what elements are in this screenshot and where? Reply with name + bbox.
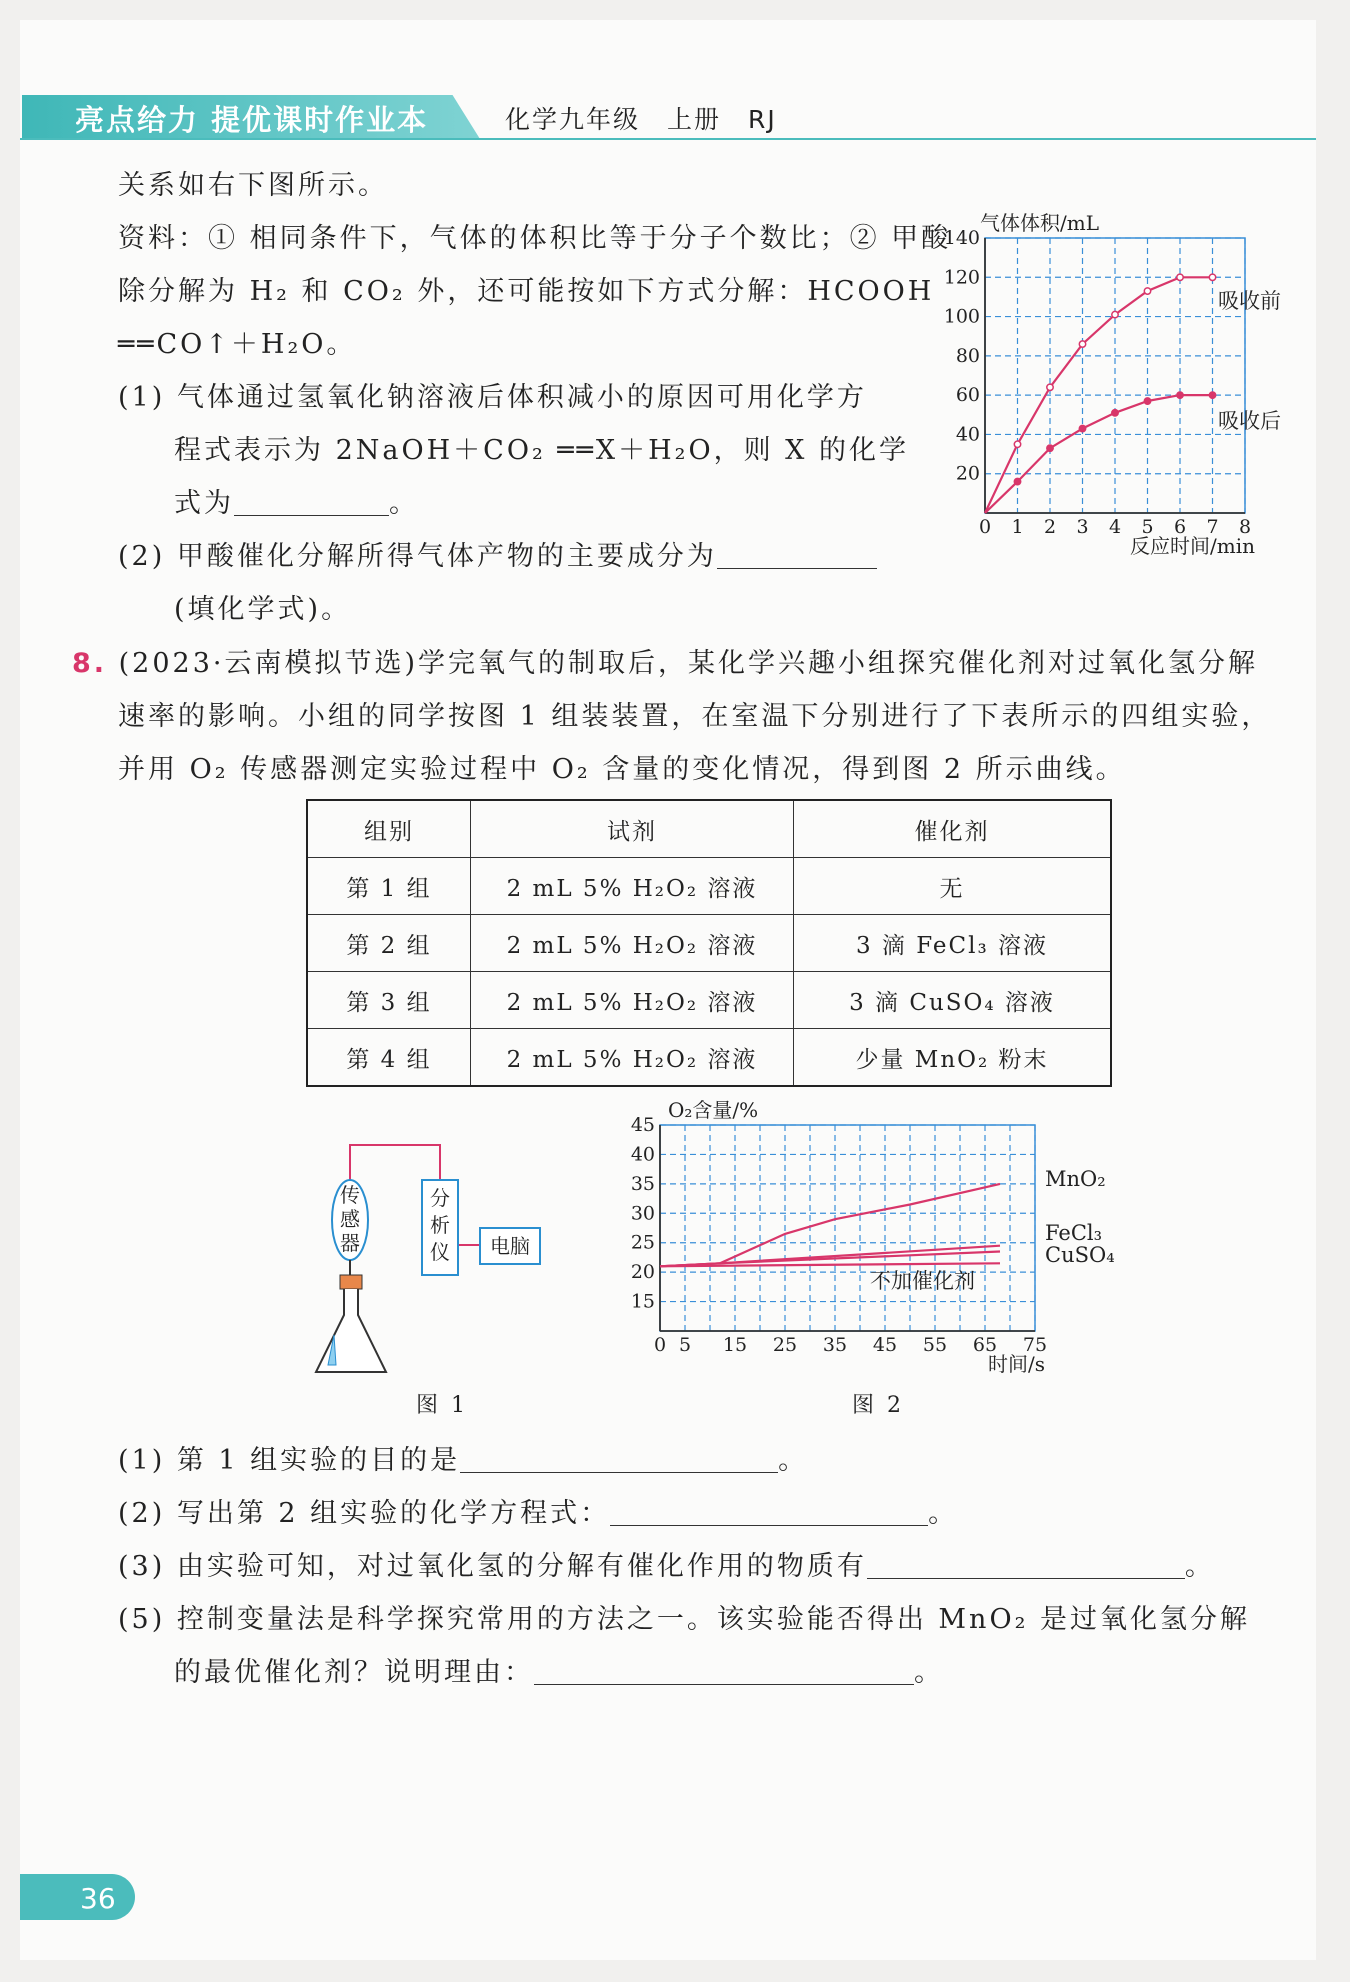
- table-header-row: [307, 800, 1111, 858]
- analyzer-label: 分析仪: [430, 1186, 450, 1264]
- x-axis-label: 反应时间/min: [1130, 534, 1255, 558]
- table-row: [307, 915, 1111, 972]
- table-cell: 第 3 组: [307, 972, 471, 1029]
- q8-line-1: [72, 650, 1258, 677]
- x-tick-label: 3: [1076, 516, 1089, 538]
- table-cell: 无: [794, 858, 1112, 915]
- y-tick-label: 100: [943, 305, 980, 328]
- table-cell: 2 mL 5% H₂O₂ 溶液: [471, 915, 794, 972]
- data-point: [1014, 478, 1020, 484]
- answer-blank[interactable]: [460, 1448, 778, 1473]
- y-tick-label: 20: [630, 1261, 655, 1284]
- plot-frame: [660, 1125, 1035, 1331]
- y-tick-label: 25: [630, 1231, 655, 1254]
- answer-blank[interactable]: [867, 1554, 1185, 1579]
- data-point: [1209, 392, 1215, 398]
- y-tick-label: 40: [955, 423, 980, 446]
- table-row: [307, 1029, 1111, 1087]
- x-tick-label: 55: [922, 1334, 948, 1356]
- table-cell: 少量 MnO₂ 粉末: [794, 1029, 1112, 1087]
- q8-sub5-line2: 的最优催化剂？说明理由： 。: [174, 1657, 944, 1688]
- data-point: [1047, 445, 1053, 451]
- table-cell: 第 4 组: [307, 1029, 471, 1087]
- data-point: [1014, 441, 1020, 447]
- x-tick-label: 65: [972, 1334, 998, 1356]
- y-tick-label: 30: [630, 1202, 655, 1225]
- data-point: [1112, 311, 1118, 317]
- y-tick-label: 45: [630, 1114, 655, 1136]
- q7-sub1-line1: (1) 气体通过氢氧化钠溶液后体积减小的原因可用化学方: [118, 382, 867, 413]
- y-tick-label: 15: [630, 1290, 655, 1313]
- x-tick-label: 2: [1043, 516, 1057, 538]
- computer-label: 电脑: [490, 1234, 530, 1258]
- y-tick-label: 40: [630, 1143, 655, 1166]
- q8-line-1-text: (2023·云南模拟节选)学完氧气的制取后，某化学兴趣小组探究催化剂对过氧化氢分解: [118, 648, 1259, 679]
- oxygen-content-chart: [620, 1090, 1115, 1380]
- x-tick-label: 6: [1173, 516, 1187, 538]
- y-tick-label: 60: [955, 384, 980, 407]
- book-title: 亮点给力 提优课时作业本: [75, 103, 429, 137]
- q8-sub1: (1) 第 1 组实验的目的是 。: [118, 1445, 809, 1476]
- series-label: CuSO₄: [1045, 1243, 1115, 1267]
- y-axis-label: 气体体积/mL: [980, 211, 1099, 235]
- answer-blank[interactable]: [234, 491, 389, 516]
- x-tick-label: 1: [1011, 516, 1024, 538]
- x-tick-label: 0: [978, 516, 992, 538]
- data-point: [1177, 392, 1183, 398]
- q8-sub2: (2) 写出第 2 组实验的化学方程式： 。: [118, 1498, 959, 1529]
- data-point: [1144, 288, 1150, 294]
- q7-sub2-line1: (2) 甲酸催化分解所得气体产物的主要成分为: [118, 543, 877, 570]
- data-point: [1112, 410, 1118, 416]
- series-label: MnO₂: [1045, 1167, 1106, 1191]
- y-tick-label: 20: [955, 462, 980, 485]
- y-tick-label: 80: [955, 344, 980, 367]
- table-cell: 2 mL 5% H₂O₂ 溶液: [471, 972, 794, 1029]
- table-cell: 2 mL 5% H₂O₂ 溶液: [471, 858, 794, 915]
- x-tick-label: 35: [822, 1334, 848, 1356]
- q7-line-3: 除分解为 H₂ 和 CO₂ 外，还可能按如下方式分解：HCOOH: [118, 276, 935, 307]
- x-tick-label: 5: [678, 1334, 692, 1356]
- experiment-table: [306, 799, 1112, 1087]
- book-subtitle: 化学九年级 上册 RJ: [505, 105, 777, 134]
- header-rule: [20, 138, 1316, 140]
- data-point: [1079, 425, 1085, 431]
- q7-sub2-line2: (填化学式)。: [174, 594, 352, 625]
- x-tick-label: 5: [1141, 516, 1154, 538]
- q7-sub1-line3: 式为 。: [174, 488, 419, 519]
- answer-blank[interactable]: [610, 1501, 928, 1526]
- sensor-label: 传感器: [340, 1183, 360, 1255]
- table-cell: 第 2 组: [307, 915, 471, 972]
- table-cell: 2 mL 5% H₂O₂ 溶液: [471, 1029, 794, 1087]
- q8-sub5-line1: (5) 控制变量法是科学探究常用的方法之一。该实验能否得出 MnO₂ 是过氧化氢分解: [118, 1604, 1250, 1635]
- figure-2-caption: 图 2: [852, 1393, 904, 1418]
- data-point: [1047, 384, 1053, 390]
- answer-blank[interactable]: [717, 544, 877, 569]
- table-header: 试剂: [471, 800, 794, 858]
- volume-time-chart: [940, 200, 1300, 580]
- page-number-tab: [20, 1874, 135, 1920]
- table-row: [307, 972, 1111, 1029]
- apparatus-diagram: [300, 1120, 580, 1380]
- y-tick-label: 35: [630, 1172, 655, 1195]
- y-tick-label: 140: [943, 227, 980, 249]
- q7-line-1: 关系如右下图所示。: [118, 170, 388, 201]
- table-cell: 3 滴 CuSO₄ 溶液: [794, 972, 1112, 1029]
- page-number: 36: [80, 1882, 116, 1915]
- q7-line-2: 资料：① 相同条件下，气体的体积比等于分子个数比；② 甲酸: [118, 223, 952, 254]
- x-tick-label: 7: [1206, 516, 1219, 538]
- x-tick-label: 25: [772, 1334, 798, 1356]
- table-header: 组别: [307, 800, 471, 858]
- x-axis-label: 时间/s: [987, 1352, 1045, 1376]
- x-tick-label: 15: [722, 1334, 748, 1356]
- x-tick-label: 4: [1108, 516, 1122, 538]
- table-cell: 第 1 组: [307, 858, 471, 915]
- series-line: [985, 395, 1213, 513]
- wire: [350, 1145, 480, 1245]
- table-row: [307, 858, 1111, 915]
- flask: [316, 1289, 386, 1372]
- q8-sub3: (3) 由实验可知，对过氧化氢的分解有催化作用的物质有 。: [118, 1551, 1215, 1582]
- x-tick-label: 0: [653, 1334, 667, 1356]
- series-label: FeCl₃: [1045, 1221, 1103, 1245]
- answer-blank[interactable]: [534, 1660, 914, 1685]
- data-point: [1144, 398, 1150, 404]
- question-number: 8.: [72, 648, 108, 679]
- table-cell: 3 滴 FeCl₃ 溶液: [794, 915, 1112, 972]
- figure-1-caption: 图 1: [416, 1393, 468, 1418]
- data-point: [1177, 274, 1183, 280]
- x-tick-label: 75: [1022, 1334, 1048, 1356]
- y-tick-label: 120: [943, 266, 980, 289]
- x-tick-label: 8: [1238, 516, 1252, 538]
- series-label: 吸收前: [1218, 289, 1281, 313]
- series-label: 吸收后: [1218, 409, 1281, 433]
- stopper: [340, 1275, 362, 1289]
- data-point: [1079, 341, 1085, 347]
- table-header: 催化剂: [794, 800, 1112, 858]
- x-tick-label: 45: [872, 1334, 898, 1356]
- q7-line-4: ══CO↑＋H₂O。: [118, 329, 357, 360]
- y-axis-label: O₂含量/%: [668, 1098, 759, 1122]
- q8-line-3: 并用 O₂ 传感器测定实验过程中 O₂ 含量的变化情况，得到图 2 所示曲线。: [118, 754, 1126, 785]
- series-label: 不加催化剂: [870, 1269, 975, 1293]
- q7-sub1-line2: 程式表示为 2NaOH＋CO₂ ══X＋H₂O，则 X 的化学: [174, 435, 909, 466]
- data-point: [1209, 274, 1215, 280]
- q8-line-2: 速率的影响。小组的同学按图 1 组装装置，在室温下分别进行了下表所示的四组实验，: [118, 701, 1272, 732]
